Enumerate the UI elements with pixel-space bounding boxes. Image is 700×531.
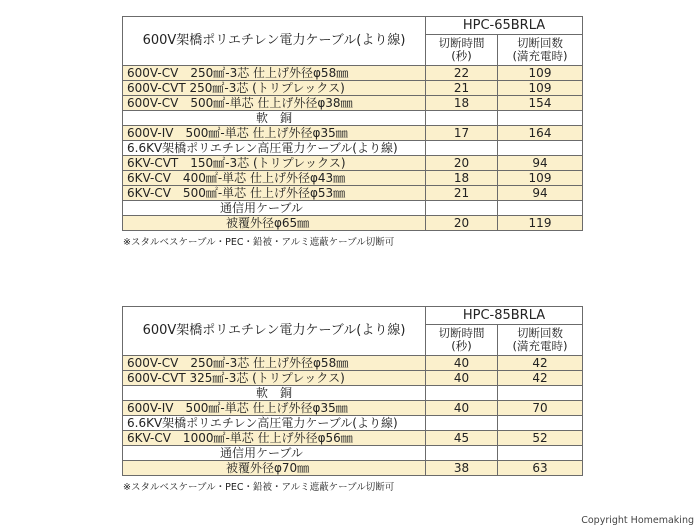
cut-time-cell — [426, 416, 498, 431]
table-row — [123, 386, 583, 401]
cut-count-cell: 94 — [498, 186, 583, 201]
cable-spec-cell: 600V-IV 500㎟-単芯 仕上げ外径φ35㎜ — [123, 401, 426, 416]
cut-time-cell: 38 — [426, 461, 498, 476]
table-row — [123, 201, 583, 216]
spec-table — [122, 306, 583, 476]
cut-count-cell: 109 — [498, 81, 583, 96]
cut-count-cell — [498, 201, 583, 216]
cable-spec-cell: 600V-CV 250㎟-3芯 仕上げ外径φ58㎜ — [123, 356, 426, 371]
table-row — [123, 371, 583, 386]
cable-spec-cell: 6KV-CV 500㎟-単芯 仕上げ外径φ53㎜ — [123, 186, 426, 201]
table-row — [123, 216, 583, 231]
copyright-text: Copyright Homemaking — [581, 515, 694, 526]
cut-time-cell: 18 — [426, 171, 498, 186]
cable-spec-cell: 6KV-CV 400㎟-単芯 仕上げ外径φ43㎜ — [123, 171, 426, 186]
table-row — [123, 401, 583, 416]
cable-spec-cell: 600V-IV 500㎟-単芯 仕上げ外径φ35㎜ — [123, 126, 426, 141]
cut-time-cell: 45 — [426, 431, 498, 446]
table-row — [123, 126, 583, 141]
cable-spec-cell: 600V-CV 500㎟-単芯 仕上げ外径φ38㎜ — [123, 96, 426, 111]
cut-time-cell — [426, 141, 498, 156]
cut-time-cell: 18 — [426, 96, 498, 111]
cut-time-column-header: 切断時間 (秒) — [426, 35, 498, 66]
table-row — [123, 461, 583, 476]
table-row — [123, 111, 583, 126]
cable-compatibility-note: ※スタルベスケーブル・PEC・鉛被・アルミ遮蔽ケーブル切断可 — [123, 237, 395, 248]
cut-count-column-header: 切断回数 (満充電時) — [498, 325, 583, 356]
spec-table-block-hpc-85brla — [122, 306, 582, 493]
cable-spec-cell: 6.6KV架橋ポリエチレン高圧電力ケーブル(より線) — [123, 141, 426, 156]
cut-count-column-header: 切断回数 (満充電時) — [498, 35, 583, 66]
cut-time-cell: 17 — [426, 126, 498, 141]
model-name-heading: HPC-85BRLA — [426, 307, 583, 325]
cut-count-cell — [498, 446, 583, 461]
table-row — [123, 156, 583, 171]
table-row — [123, 96, 583, 111]
cut-count-cell: 52 — [498, 431, 583, 446]
cut-count-cell: 109 — [498, 171, 583, 186]
spec-table-body — [123, 66, 583, 231]
cut-time-cell: 40 — [426, 371, 498, 386]
cable-spec-cell: 軟 銅 — [123, 386, 426, 401]
spec-table-body — [123, 356, 583, 476]
cut-time-cell: 21 — [426, 81, 498, 96]
cut-count-cell — [498, 386, 583, 401]
cut-count-cell: 42 — [498, 356, 583, 371]
cable-type-heading: 600V架橋ポリエチレン電力ケーブル(より線) — [123, 307, 426, 356]
cable-spec-cell: 通信用ケーブル — [123, 446, 426, 461]
cable-spec-cell: 6KV-CV 1000㎟-単芯 仕上げ外径φ56㎜ — [123, 431, 426, 446]
table-row — [123, 416, 583, 431]
cut-time-column-header: 切断時間 (秒) — [426, 325, 498, 356]
table-row — [123, 356, 583, 371]
model-name-heading: HPC-65BRLA — [426, 17, 583, 35]
cut-time-cell: 40 — [426, 401, 498, 416]
cut-count-cell: 164 — [498, 126, 583, 141]
table-row — [123, 81, 583, 96]
spec-table — [122, 16, 583, 231]
cable-spec-cell: 600V-CVT 325㎟-3芯 (トリプレックス) — [123, 371, 426, 386]
cut-count-cell: 154 — [498, 96, 583, 111]
cut-time-cell — [426, 386, 498, 401]
cut-time-cell: 20 — [426, 216, 498, 231]
table-row — [123, 186, 583, 201]
cable-spec-cell: 600V-CV 250㎟-3芯 仕上げ外径φ58㎜ — [123, 66, 426, 81]
cable-compatibility-note: ※スタルベスケーブル・PEC・鉛被・アルミ遮蔽ケーブル切断可 — [123, 482, 395, 493]
cable-spec-cell: 軟 銅 — [123, 111, 426, 126]
cut-time-cell — [426, 446, 498, 461]
table-row — [123, 431, 583, 446]
table-row — [123, 446, 583, 461]
cut-count-cell: 63 — [498, 461, 583, 476]
cut-count-cell: 119 — [498, 216, 583, 231]
cut-time-cell: 20 — [426, 156, 498, 171]
table-row — [123, 171, 583, 186]
cut-count-cell: 70 — [498, 401, 583, 416]
cut-count-cell: 94 — [498, 156, 583, 171]
cut-time-cell — [426, 201, 498, 216]
cut-count-cell — [498, 111, 583, 126]
cable-spec-cell: 6.6KV架橋ポリエチレン高圧電力ケーブル(より線) — [123, 416, 426, 431]
cut-time-cell: 40 — [426, 356, 498, 371]
table-row — [123, 66, 583, 81]
cable-spec-cell: 600V-CVT 250㎟-3芯 (トリプレックス) — [123, 81, 426, 96]
cut-count-cell — [498, 141, 583, 156]
cut-count-cell: 109 — [498, 66, 583, 81]
cut-time-cell — [426, 111, 498, 126]
cable-spec-cell: 被覆外径φ65㎜ — [123, 216, 426, 231]
spec-table-block-hpc-65brla — [122, 16, 582, 248]
cable-spec-cell: 6KV-CVT 150㎟-3芯 (トリプレックス) — [123, 156, 426, 171]
cut-count-cell: 42 — [498, 371, 583, 386]
cut-time-cell: 22 — [426, 66, 498, 81]
cut-time-cell: 21 — [426, 186, 498, 201]
cut-count-cell — [498, 416, 583, 431]
cable-spec-cell: 通信用ケーブル — [123, 201, 426, 216]
cable-spec-cell: 被覆外径φ70㎜ — [123, 461, 426, 476]
table-row — [123, 141, 583, 156]
cable-type-heading: 600V架橋ポリエチレン電力ケーブル(より線) — [123, 17, 426, 66]
